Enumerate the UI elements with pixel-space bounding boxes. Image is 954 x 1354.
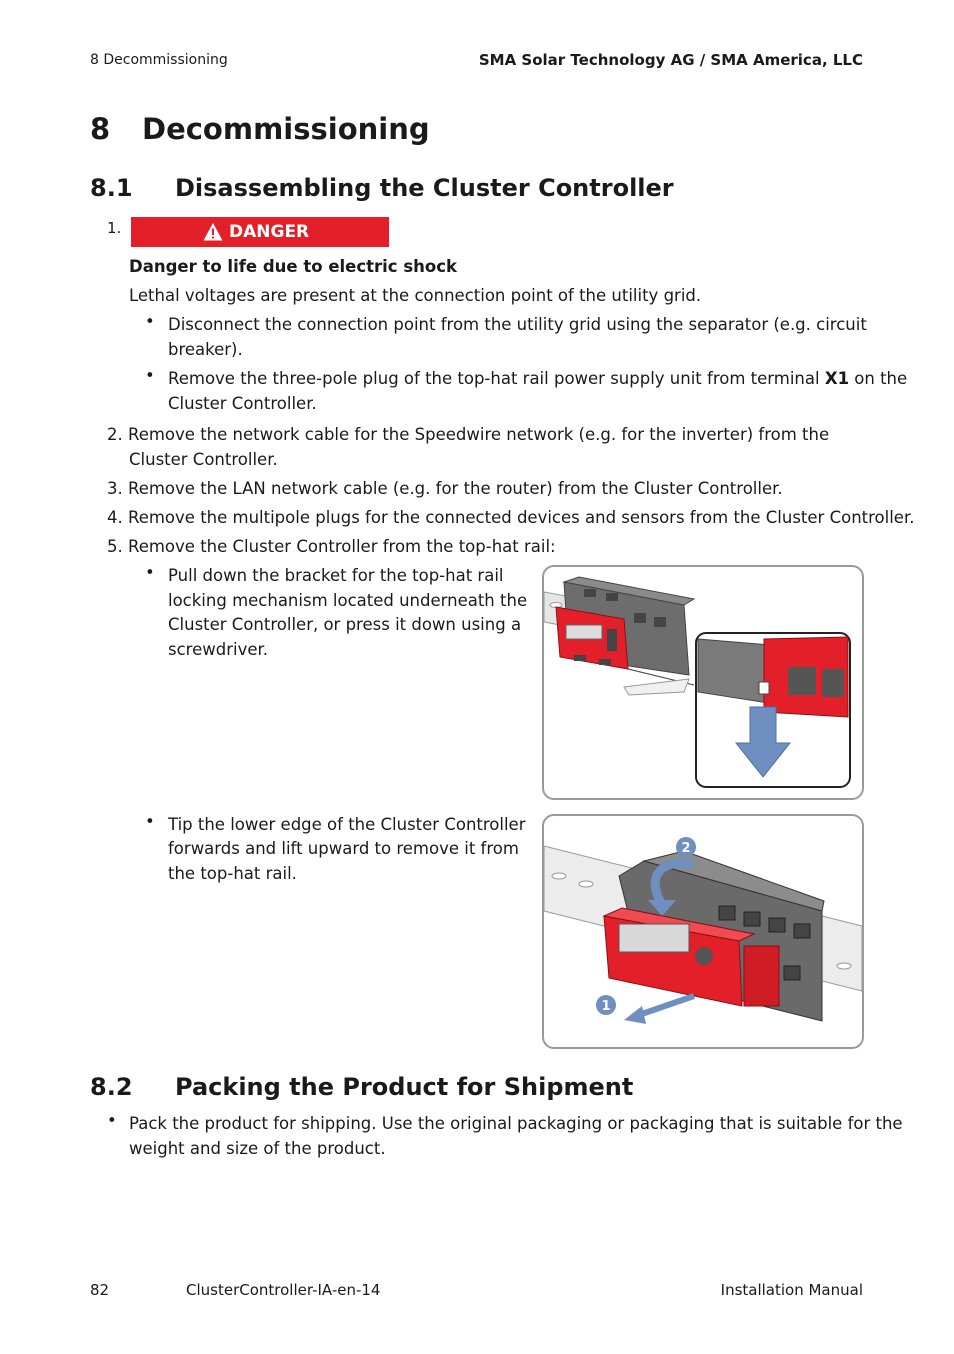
step-1-number: 1. <box>107 219 122 237</box>
danger-title: Danger to life due to electric shock <box>129 257 457 276</box>
chapter-title: Decommissioning <box>142 112 430 146</box>
section-number: 8.1 <box>90 174 133 202</box>
footer-page-number: 82 <box>90 1281 110 1299</box>
sub-bullet-tip-3: the top-hat rail. <box>168 864 297 883</box>
sub-bullet-bracket-1: Pull down the bracket for the top-hat rail <box>168 566 504 585</box>
pack-bullet-line2: weight and size of the product. <box>129 1139 386 1158</box>
danger-label: DANGER <box>229 222 310 242</box>
sub-bullet-bracket-2: locking mechanism located underneath the <box>168 591 528 610</box>
sub-bullet-tip-2: forwards and lift upward to remove it from <box>168 839 519 858</box>
bullet-dot: • <box>145 812 155 831</box>
figure-bracket-release <box>542 565 864 800</box>
sub-bullet-tip-1: Tip the lower edge of the Cluster Controller <box>168 815 526 834</box>
bullet-dot: • <box>145 366 155 385</box>
danger-banner <box>131 217 389 247</box>
bullet-dot: • <box>145 312 155 331</box>
pack-bullet-line1: Pack the product for shipping. Use the original packaging or packaging that is suitable for the <box>129 1114 903 1133</box>
sub-bullet-bracket-3: Cluster Controller, or press it down using a <box>168 615 522 634</box>
step-3: 3. Remove the LAN network cable (e.g. for the router) from the Cluster Controller. <box>107 479 783 498</box>
plug-text: Remove the three-pole plug of the top-hat rail power supply unit from terminal <box>168 369 825 388</box>
header-company: SMA Solar Technology AG / SMA America, LLC <box>478 51 863 69</box>
step-2-line1: 2. Remove the network cable for the Speedwire network (e.g. for the inverter) from the <box>107 425 830 444</box>
step-marker-1: 1 <box>601 999 611 1014</box>
warning-icon <box>203 222 223 242</box>
tip-lift-illustration <box>544 816 862 1047</box>
section-heading-8-2 <box>90 1073 633 1101</box>
bullet-remove-plug-line1 <box>168 366 907 391</box>
bracket-release-illustration <box>544 567 862 798</box>
section-title: Disassembling the Cluster Controller <box>175 174 674 202</box>
bullet-remove-plug-line2: Cluster Controller. <box>168 394 317 413</box>
header-section: 8 Decommissioning <box>90 52 228 68</box>
bullet-disconnect-line1: Disconnect the connection point from the utility grid using the separator (e.g. circuit <box>168 315 867 334</box>
bullet-disconnect-line2: breaker). <box>168 340 243 359</box>
section-heading-8-1 <box>90 174 674 202</box>
chapter-number: 8 <box>90 112 111 146</box>
section-title: Packing the Product for Shipment <box>175 1073 634 1101</box>
bullet-dot: • <box>145 563 155 582</box>
chapter-heading <box>90 112 430 146</box>
plug-text-end: on the <box>849 369 908 388</box>
danger-text: Lethal voltages are present at the connection point of the utility grid. <box>129 286 702 305</box>
step-5: 5. Remove the Cluster Controller from the top-hat rail: <box>107 537 556 556</box>
footer-doc-type: Installation Manual <box>720 1281 863 1299</box>
step-4: 4. Remove the multipole plugs for the connected devices and sensors from the Cluster Controller. <box>107 508 915 527</box>
footer-doc-id: ClusterController-IA-en-14 <box>186 1281 381 1299</box>
bullet-dot: • <box>107 1111 117 1130</box>
terminal-x1: X1 <box>824 369 850 388</box>
step-marker-2: 2 <box>681 841 691 856</box>
step-2-line2: Cluster Controller. <box>129 450 278 469</box>
section-number: 8.2 <box>90 1073 133 1101</box>
figure-tip-and-lift <box>542 814 864 1049</box>
sub-bullet-bracket-4: screwdriver. <box>168 640 269 659</box>
